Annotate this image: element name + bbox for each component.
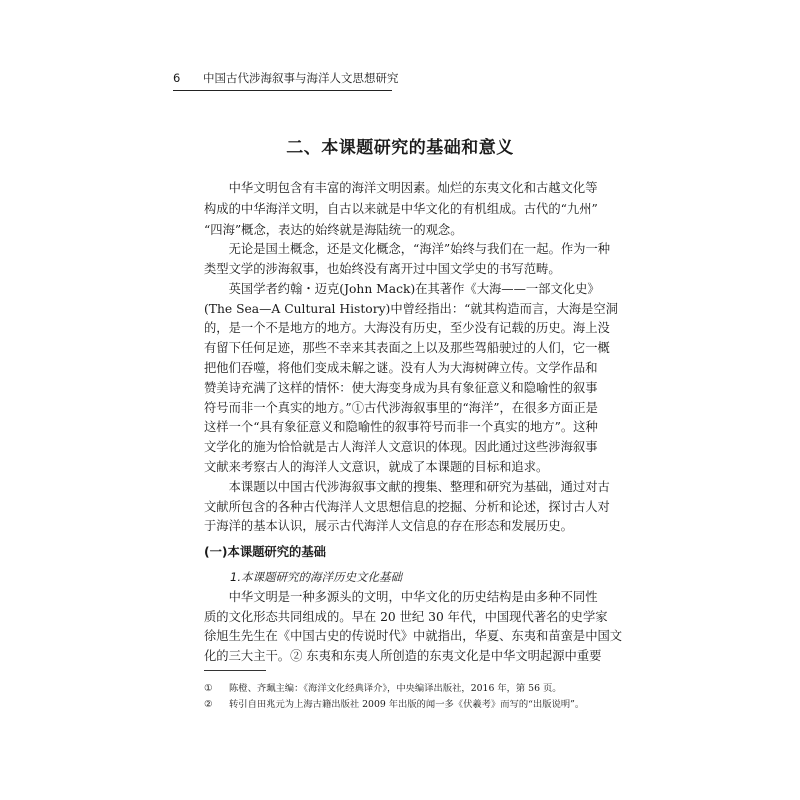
footnote <box>204 699 584 711</box>
body-line: 文献所包含的各种古代海洋人文思想信息的挖掘、分析和论述，探讨古人对 <box>204 500 610 514</box>
footnote <box>204 683 562 695</box>
subsubsection-heading: 1.本课题研究的海洋历史文化基础 <box>230 570 402 584</box>
body-line: 质的文化形态共同组成的。早在 20 世纪 30 年代，中国现代著名的史学家 <box>204 610 608 624</box>
body-line: 的，是一个不是地方的地方。大海没有历史，至少没有记载的历史。海上没 <box>204 321 610 335</box>
body-line: 中华文明是一种多源头的文明，中华文化的历史结构是由多种不同性 <box>204 590 598 604</box>
running-header <box>173 70 399 91</box>
subsection-heading: (一)本课题研究的基础 <box>204 545 326 559</box>
section-title: 二、本课题研究的基础和意义 <box>286 138 514 158</box>
body-line: 文献来考察古人的海洋人文意识，就成了本课题的目标和追求。 <box>204 460 549 474</box>
body-line: 这样一个“具有象征意义和隐喻性的叙事符号而非一个真实的地方”。这种 <box>204 420 598 434</box>
body-line: 英国学者约翰・迈克(John Mack)在其著作《大海——一部文化史》 <box>204 282 600 296</box>
footnote-rule <box>204 670 266 671</box>
body-line: 赞美诗充满了这样的情怀：使大海变身成为具有象征意义和隐喻性的叙事 <box>204 381 598 395</box>
body-line: 化的三大主干。② 东夷和东夷人所创造的东夷文化是中华文明起源中重要 <box>204 649 602 663</box>
body-line: 文学化的施为恰恰就是古人海洋人文意识的体现。因此通过这些涉海叙事 <box>204 440 598 454</box>
body-line: 把他们吞噬，将他们变成未解之谜。没有人为大海树碑立传。文学作品和 <box>204 361 598 375</box>
footnote-text: 陈橙、齐珮主编：《海洋文化经典译介》，中央编译出版社，2016 年，第 56 页。 <box>229 683 562 694</box>
body-line: 构成的中华海洋文明，自古以来就是中华文化的有机组成。古代的“九州” <box>204 202 598 216</box>
body-line: “四海”概念，表达的始终就是海陆统一的观念。 <box>204 223 463 237</box>
body-line: 本课题以中国古代涉海叙事文献的搜集、整理和研究为基础，通过对古 <box>204 480 610 494</box>
running-title: 中国古代涉海叙事与海洋人文思想研究 <box>203 71 399 85</box>
body-line: (The Sea—A Cultural History)中曾经指出：“就其构造而言，大海是空洞 <box>204 302 618 316</box>
body-line: 无论是国土概念，还是文化概念，“海洋”始终与我们在一起。作为一种 <box>204 242 611 256</box>
body-line: 有留下任何足迹，那些不幸来其表面之上以及那些驾船驶过的人们，它一概 <box>204 341 610 355</box>
body-line: 中华文明包含有丰富的海洋文明因素。灿烂的东夷文化和古越文化等 <box>204 181 598 195</box>
page-number: 6 <box>173 71 181 85</box>
body-line: 符号而非一个真实的地方。”①古代涉海叙事里的“海洋”，在很多方面正是 <box>204 401 598 415</box>
footnote-mark: ① <box>204 683 213 694</box>
footnote-text: 转引自田兆元为上海古籍出版社 2009 年出版的闻一多《伏羲考》而写的“出版说明”。 <box>229 699 585 710</box>
body-line: 徐旭生先生在《中国古史的传说时代》中就指出，华夏、东夷和苗蛮是中国文 <box>204 629 623 643</box>
footnote-mark: ② <box>204 699 213 710</box>
body-line: 类型文学的涉海叙事，也始终没有离开过中国文学史的书写范畴。 <box>204 262 561 276</box>
body-line: 于海洋的基本认识，展示古代海洋人文信息的存在形态和发展历史。 <box>204 519 573 533</box>
